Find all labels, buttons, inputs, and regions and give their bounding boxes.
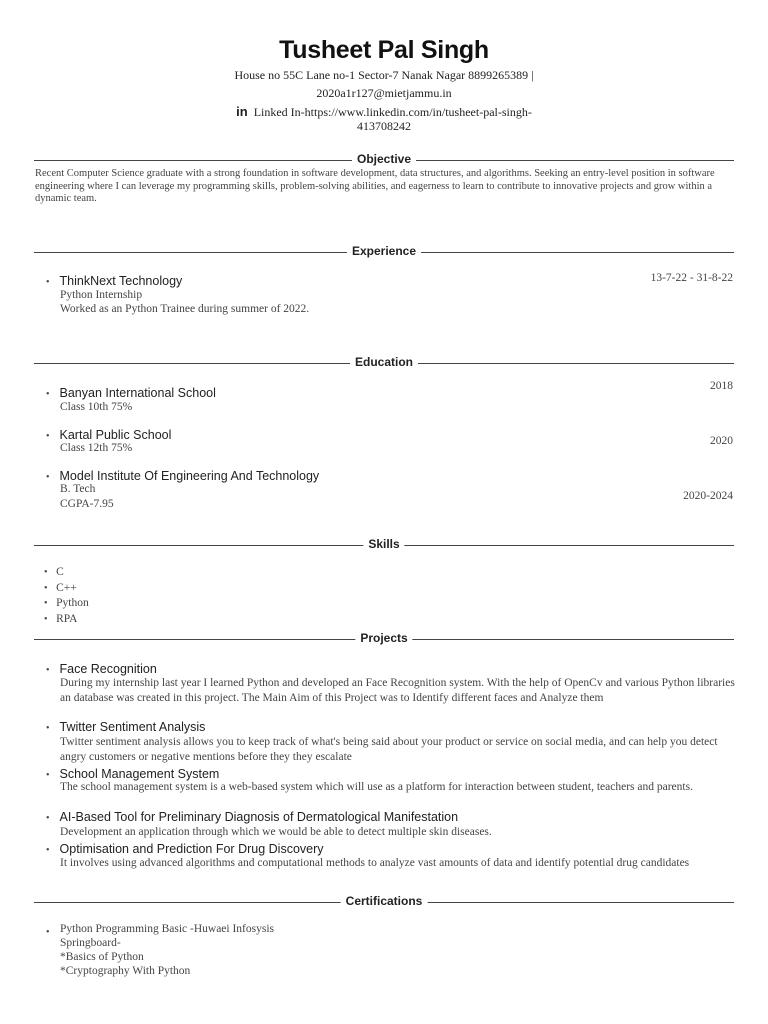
company-name: ThinkNext Technology [59, 274, 183, 288]
school-name: Kartal Public School [59, 428, 172, 442]
project-name: AI-Based Tool for Preliminary Diagnosis of Dermatological Manifestation [59, 810, 459, 824]
bullet: • [46, 770, 50, 781]
skills-heading [34, 537, 734, 553]
certifications-heading [34, 894, 734, 910]
bullet: • [46, 431, 50, 442]
section-title: Objective [352, 152, 416, 166]
certification-line: Springboard- [60, 937, 121, 949]
experience-dates: 13-7-22 - 31-8-22 [650, 272, 733, 284]
project-item [46, 808, 458, 826]
objective-heading [34, 152, 734, 168]
experience-heading [34, 244, 734, 260]
bullet: • [46, 723, 50, 734]
section-title: Education [350, 355, 418, 369]
bullet: • [46, 927, 50, 938]
bullet: • [46, 665, 50, 676]
education-detail: Class 12th 75% [60, 442, 133, 454]
bullet: • [46, 813, 50, 824]
project-item [46, 718, 205, 736]
project-desc: Development an application through which we would be able to detect multiple skin diseases. [60, 826, 492, 838]
candidate-name: Tusheet Pal Singh [279, 36, 489, 64]
section-title: Certifications [341, 894, 428, 908]
bullet: • [46, 845, 50, 856]
objective-text: Recent Computer Science graduate with a strong foundation in software development, data structures, and algorithms. Seeking an entry-level position in software engineering where I can leverage my programming skills, problem-solving abilities, and eagerness to learn to contribute to innovative projects and grow within a dynamic team. [35, 168, 715, 204]
project-desc: It involves using advanced algorithms and computational methods to analyze vast amounts of data and identify potential drug candidates [60, 857, 690, 869]
certification-line: *Cryptography With Python [60, 965, 191, 977]
skills-list [44, 565, 89, 627]
project-name: Twitter Sentiment Analysis [59, 720, 206, 734]
school-name: Model Institute Of Engineering And Technology [59, 469, 320, 483]
education-detail: Class 10th 75% [60, 401, 133, 413]
section-title: Experience [347, 244, 421, 258]
education-detail: B. Tech [60, 483, 96, 495]
education-year: 2018 [710, 380, 733, 392]
linkedin-url-cont[interactable]: 413708242 [357, 119, 411, 133]
education-heading [34, 355, 734, 371]
education-year: 2020 [710, 435, 733, 447]
skill-item: • RPA [44, 612, 78, 625]
linkedin-line[interactable] [0, 104, 768, 120]
skill-item: • C++ [44, 581, 77, 594]
education-gpa: CGPA-7.95 [60, 498, 114, 510]
education-year: 2020-2024 [683, 490, 733, 502]
linkedin-icon: in [236, 104, 248, 119]
experience-detail: Worked as an Python Trainee during summer of 2022. [60, 303, 310, 315]
certification-line: Python Programming Basic -Huwaei Infosysis [60, 923, 275, 935]
section-title: Skills [363, 537, 404, 551]
address-line: House no 55C Lane no-1 Sector-7 Nanak Nagar 8899265389 | [234, 68, 534, 82]
bullet: • [46, 389, 50, 400]
project-name: Optimisation and Prediction For Drug Discovery [59, 842, 324, 856]
certification-item [46, 922, 50, 940]
certification-lines [60, 922, 274, 978]
project-desc: Twitter sentiment analysis allows you to keep track of what's being said about your product or service on social media, and can help you detect angry customers or negative mentions before they they escalate [60, 736, 718, 763]
certification-line: *Basics of Python [60, 951, 144, 963]
linkedin-url[interactable]: Linked In-https://www.linkedin.com/in/tusheet-pal-singh- [253, 105, 532, 119]
school-name: Banyan International School [59, 386, 216, 400]
bullet: • [46, 472, 50, 483]
project-desc: During my internship last year I learned Python and developed an Face Recognition system. With the help of OpenCv and various Python libraries an database was created in this project. The Main Aim of this Project was to Identify different faces and Analyze them [60, 677, 735, 704]
email-line: 2020a1r127@mietjammu.in [316, 86, 452, 100]
projects-heading [34, 631, 734, 647]
project-name: Face Recognition [59, 662, 157, 676]
bullet: • [46, 277, 50, 288]
skill-item: • Python [44, 597, 89, 609]
skill-item: • C [44, 566, 64, 578]
section-title: Projects [355, 631, 412, 645]
project-name: School Management System [59, 767, 220, 781]
project-desc: The school management system is a web-based system which will use as a platform for interaction between student, teachers and parents. [60, 781, 693, 793]
experience-role: Python Internship [60, 289, 143, 301]
